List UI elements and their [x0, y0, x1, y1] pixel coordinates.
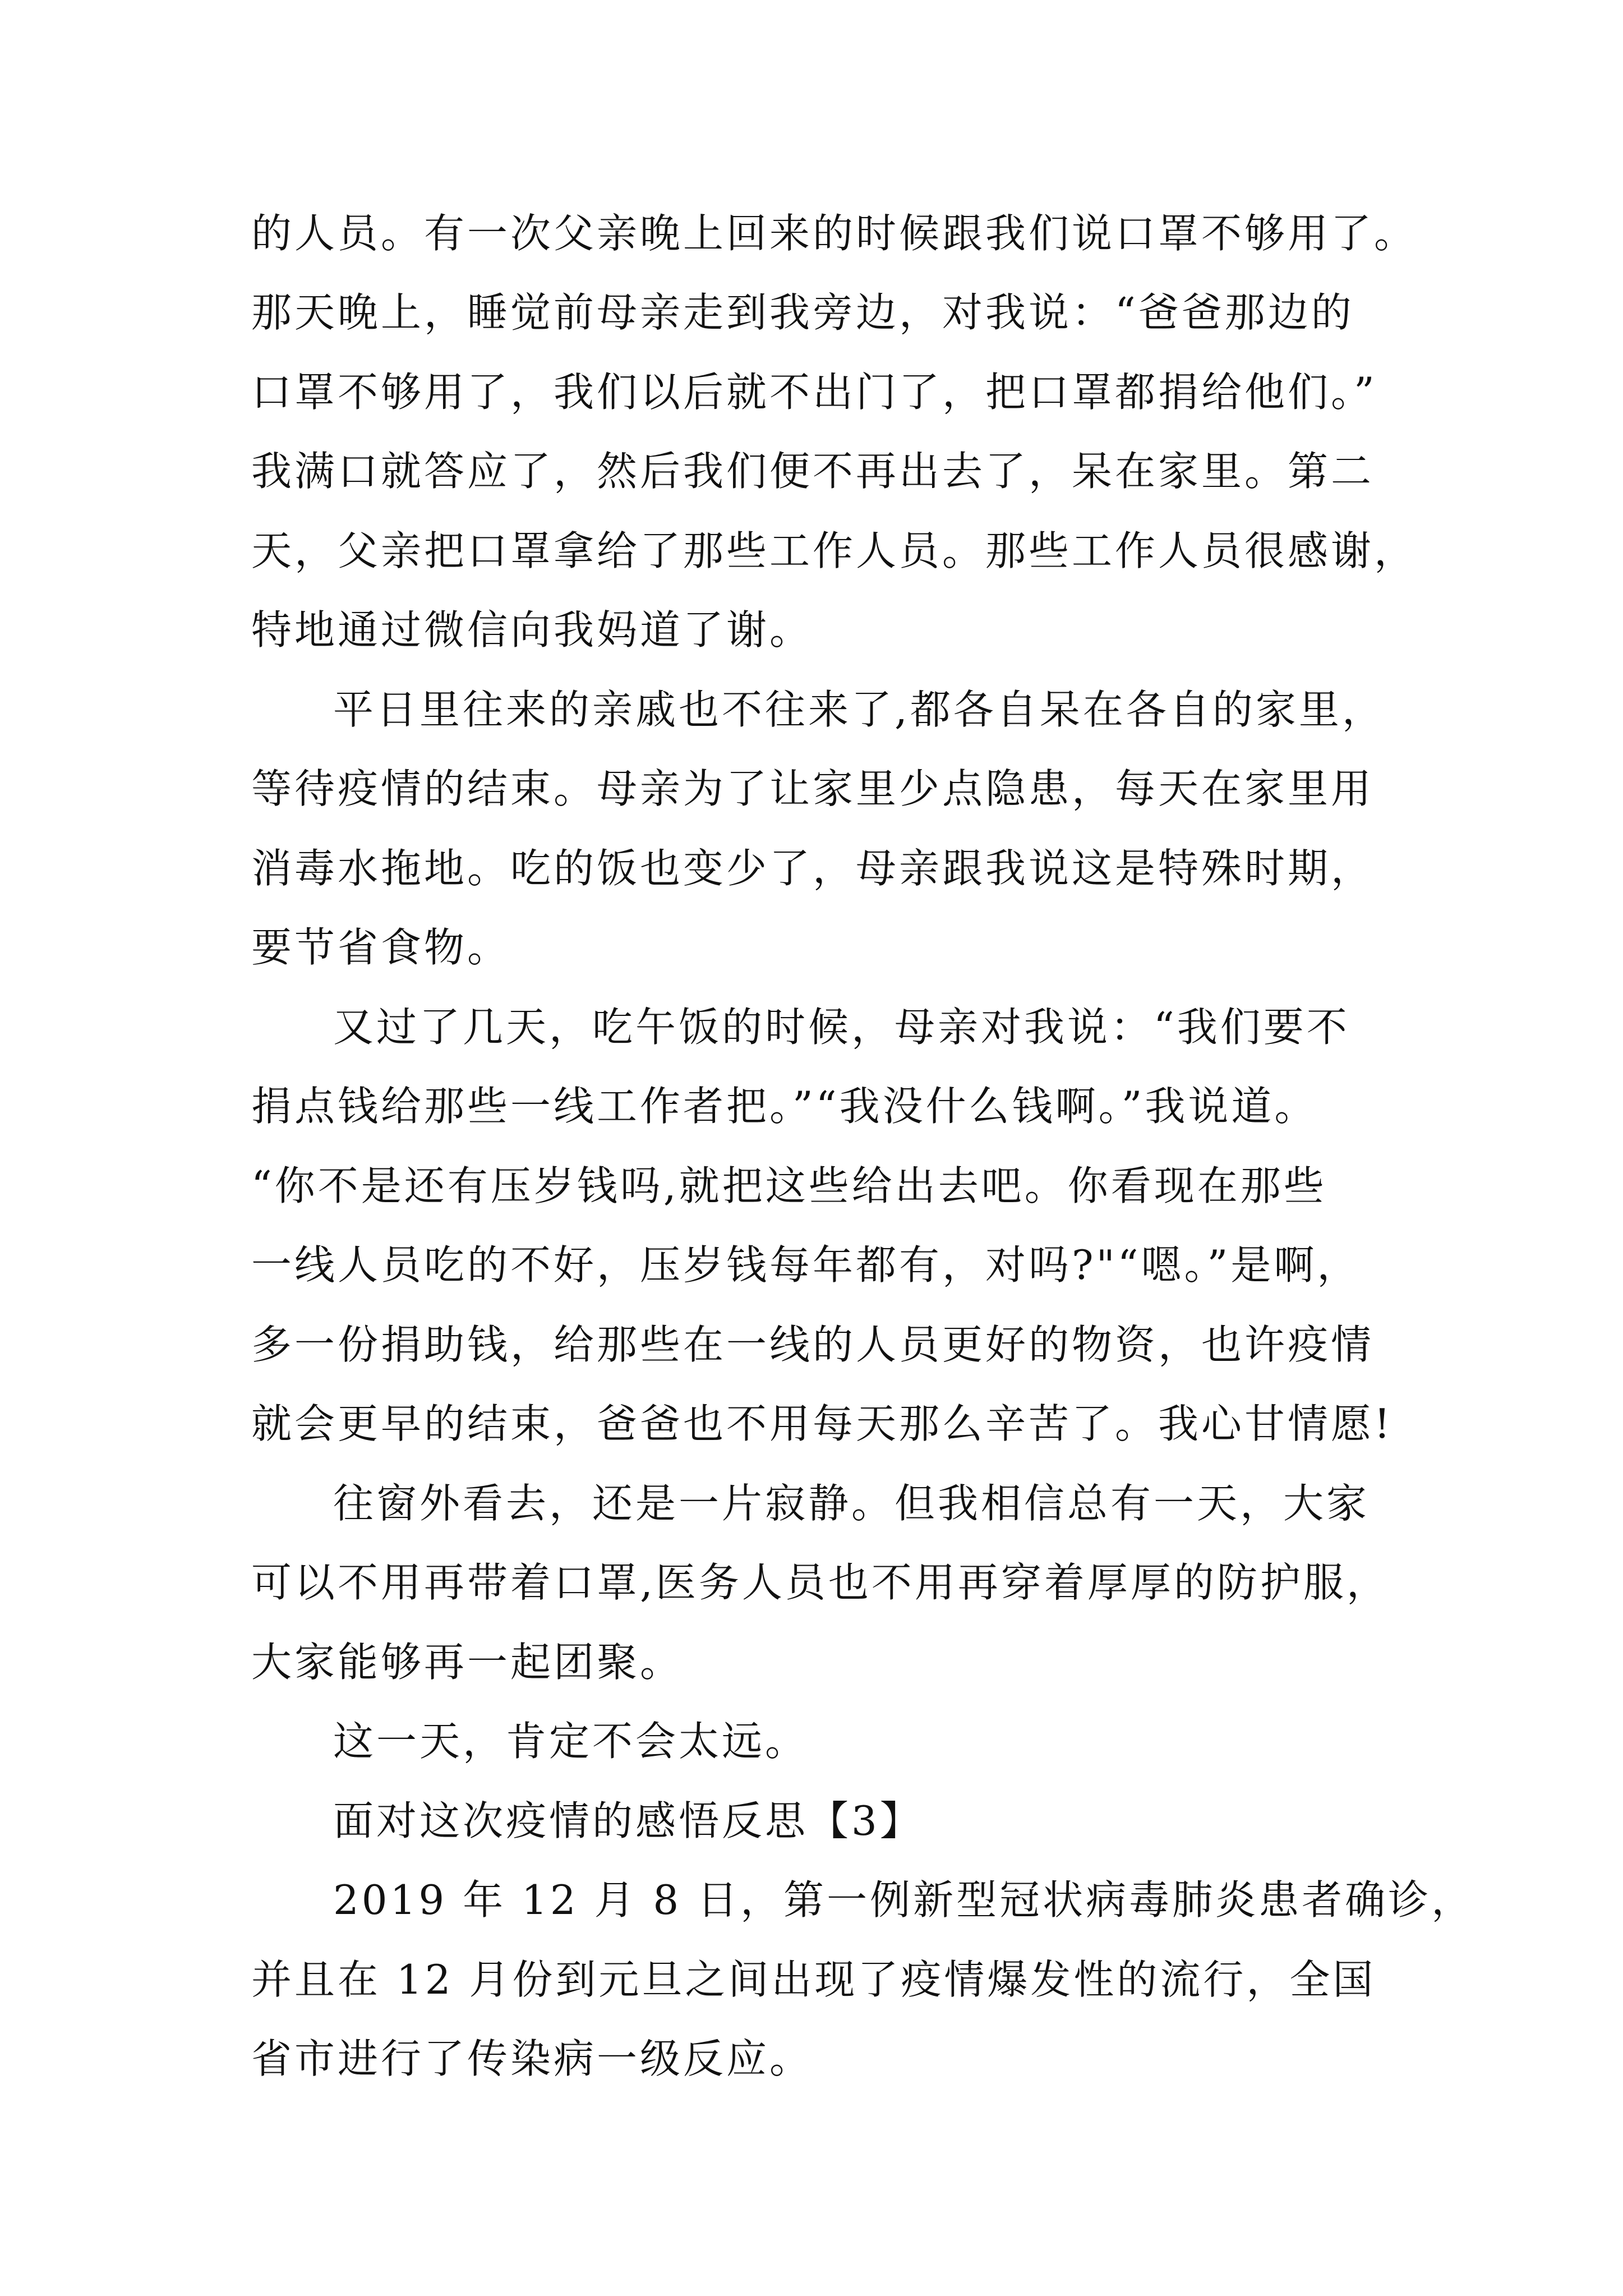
text-line: 捐点钱给那些一线工作者把。”“我没什么钱啊。”我说道。 [251, 1083, 1318, 1130]
text-line: 多一份捐助钱，给那些在一线的人员更好的物资，也许疫情 [251, 1321, 1375, 1368]
text-line: 口罩不够用了，我们以后就不出门了，把口罩都捐给他们。” [251, 369, 1377, 416]
paragraph-first-line: 平日里往来的亲戚也不往来了,都各自呆在各自的家里， [333, 686, 1385, 733]
text-line: “你不是还有压岁钱吗,就把这些给出去吧。你看现在那些 [251, 1162, 1327, 1209]
paragraph-first-line: 又过了几天，吃午饭的时候，母亲对我说：“我们要不 [333, 1004, 1350, 1051]
text-line: 就会更早的结束，爸爸也不用每天那么辛苦了。我心甘情愿! [251, 1400, 1393, 1447]
paragraph-first-line: 这一天，肯定不会太远。 [333, 1718, 809, 1765]
paragraph-first-line: 往窗外看去，还是一片寂静。但我相信总有一天，大家 [333, 1480, 1370, 1527]
paragraph-first-line: 2019 年 12 月 8 日，第一例新型冠状病毒肺炎患者确诊， [333, 1876, 1475, 1924]
text-line: 要节省食物。 [251, 924, 511, 971]
text-line: 那天晚上，睡觉前母亲走到我旁边，对我说：“爸爸那边的 [251, 289, 1354, 336]
text-line: 一线人员吃的不好，压岁钱每年都有，对吗?"“嗯。”是啊， [251, 1241, 1361, 1289]
text-line: 天，父亲把口罩拿给了那些工作人员。那些工作人员很感谢， [251, 527, 1418, 574]
text-line: 并且在 12 月份到元旦之间出现了疫情爆发性的流行，全国 [251, 1956, 1376, 2003]
text-line: 可以不用再带着口罩,医务人员也不用再穿着厚厚的防护服， [251, 1559, 1390, 1606]
text-line: 消毒水拖地。吃的饭也变少了，母亲跟我说这是特殊时期， [251, 845, 1375, 892]
text-line: 的人员。有一次父亲晚上回来的时候跟我们说口罩不够用了。 [251, 210, 1418, 257]
text-line: 省市进行了传染病一级反应。 [251, 2035, 813, 2082]
section-heading: 面对这次疫情的感悟反思【3】 [333, 1797, 923, 1844]
text-line: 特地通过微信向我妈道了谢。 [251, 606, 813, 654]
text-line: 我满口就答应了，然后我们便不再出去了，呆在家里。第二 [251, 448, 1375, 495]
text-line: 等待疫情的结束。母亲为了让家里少点隐患，每天在家里用 [251, 765, 1375, 812]
text-line: 大家能够再一起团聚。 [251, 1639, 684, 1686]
